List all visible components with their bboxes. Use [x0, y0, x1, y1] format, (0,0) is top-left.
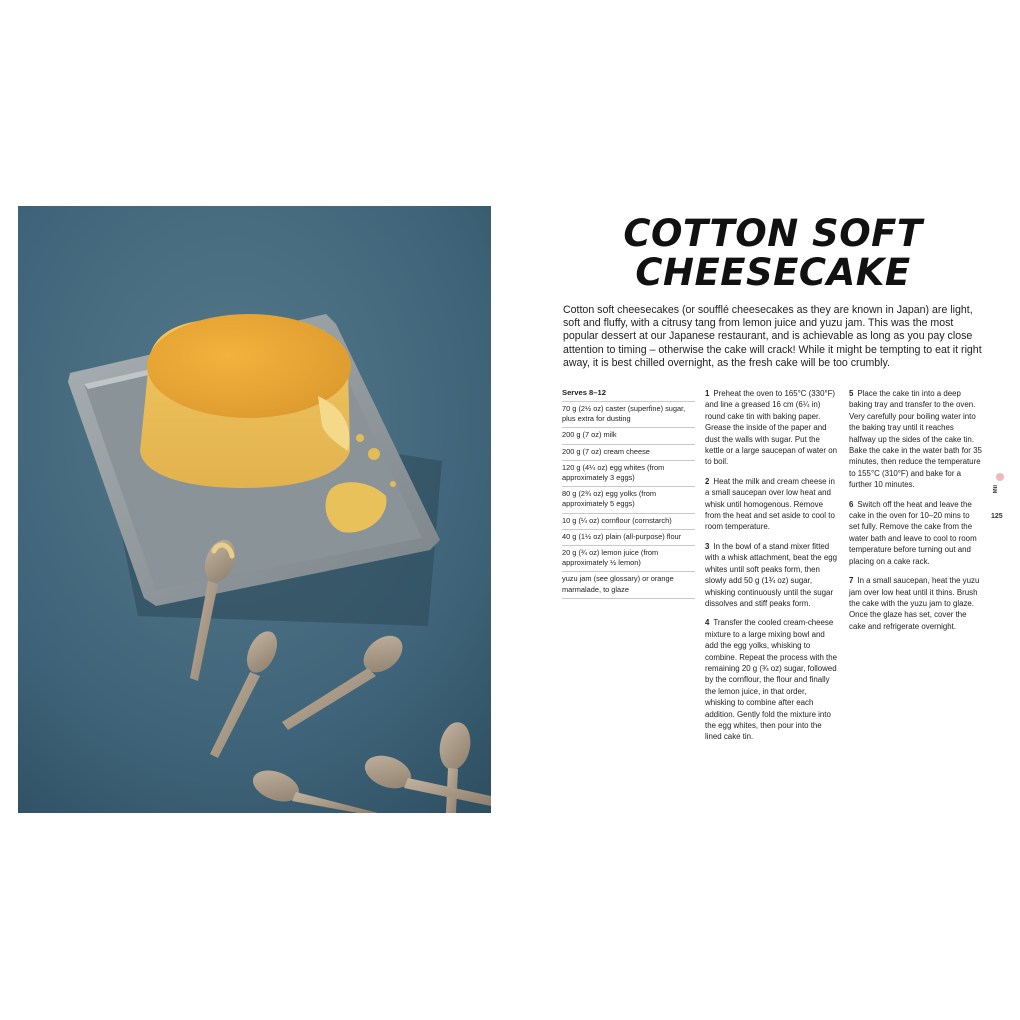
ingredient-item: 80 g (2¾ oz) egg yolks (from approximately 5 eggs) — [562, 487, 695, 513]
method-step — [849, 499, 982, 567]
recipe-title — [563, 214, 983, 292]
step-text: In a small saucepan, heat the yuzu jam over low heat until it thins. Brush the cake with the yuzu jam to glaze. Once the glaze has set, cover the cake and refrigerate overnight. — [849, 576, 980, 631]
step-text: Preheat the oven to 165°C (330°F) and line a greased 16 cm (6¼ in) round cake tin with baking paper. Grease the inside of the paper and dust the walls with sugar. Put the kettle or a large saucepan of water on to boil. — [705, 389, 838, 467]
method-step — [705, 476, 838, 533]
step-number: 2 — [705, 476, 710, 486]
method-step — [849, 575, 982, 632]
method-step — [705, 388, 838, 468]
method-step — [705, 541, 838, 609]
step-text: Switch off the heat and leave the cake in the oven for 10–20 mins to set fully. Remove the cake from the water bath and leave to cool to room temperature before turning out and placing on a cake rack. — [849, 499, 977, 566]
ingredients-list — [562, 388, 695, 599]
step-number: 3 — [705, 541, 710, 551]
ingredient-item: 70 g (2½ oz) caster (superfine) sugar, plus extra for dusting — [562, 402, 695, 428]
page-marker — [992, 473, 1008, 528]
ingredient-item: 10 g (¼ oz) cornflour (cornstarch) — [562, 514, 695, 530]
title-line: COTTON SOFT — [623, 212, 923, 255]
step-text: In the bowl of a stand mixer fitted with a whisk attachment, beat the egg whites until soft peaks form, then slowly add 50 g (1¾ oz) sugar, whisking continuously until the sugar dissolves and stiff peaks form. — [705, 541, 838, 608]
method-step — [849, 388, 982, 491]
page-number: 125 — [991, 513, 1003, 520]
method-column — [849, 388, 982, 640]
ingredient-item: 200 g (7 oz) cream cheese — [562, 445, 695, 461]
method-step — [705, 617, 838, 742]
method-column — [705, 388, 838, 751]
cheesecake-photo — [18, 206, 491, 813]
title-line: CHEESECAKE — [635, 251, 911, 294]
step-number: 7 — [849, 576, 854, 586]
step-number: 4 — [705, 618, 710, 628]
step-number: 1 — [705, 389, 710, 398]
recipe-intro: Cotton soft cheesecakes (or soufflé cheesecakes as they are known in Japan) are light, soft and fluffy, with a citrusy tang from lemon juice and yuzu jam. This was the most popular dessert at our Japanese restaurant, and is achievable as long as you pay close attention to timing – otherwise the cake will crack! While it might be tempting to eat it right away, it is best chilled overnight, as the fresh cake will be too crumbly. — [563, 304, 982, 369]
serves-label: Serves 8–12 — [562, 388, 695, 402]
step-text: Place the cake tin into a deep baking tray and transfer to the oven. Very carefully pour boiling water into the baking tray until it reaches halfway up the sides of the cake tin. Bake the cake in the water bath for 35 minutes, then reduce the temperature to 155°C (310°F) and bake for a further 10 minutes. — [849, 389, 982, 490]
ingredient-item: yuzu jam (see glossary) or orange marmalade, to glaze — [562, 572, 695, 598]
step-number: 5 — [849, 389, 854, 398]
page-section-label: Mil — [993, 485, 999, 494]
ingredient-item: 120 g (4¼ oz) egg whites (from approximately 3 eggs) — [562, 461, 695, 487]
step-text: Transfer the cooled cream-cheese mixture to a large mixing bowl and add the egg yolks, whisking to combine. Repeat the process with the remaining 20 g (¾ oz) sugar, followed by the cornflour, the flour and finally the lemon juice, in that order, whisking to combine after each addition. Gently fold the mixture into the egg whites, then pour into the lined cake tin. — [705, 618, 838, 742]
step-text: Heat the milk and cream cheese in a small saucepan over low heat and whisk until homogenous. Remove from the heat and set aside to cool to room temperature. — [705, 476, 835, 532]
section-dot — [996, 473, 1004, 481]
ingredient-item: 40 g (1½ oz) plain (all-purpose) flour — [562, 530, 695, 546]
ingredient-item: 20 g (¾ oz) lemon juice (from approximately ½ lemon) — [562, 546, 695, 572]
step-number: 6 — [849, 499, 854, 509]
ingredient-item: 200 g (7 oz) milk — [562, 428, 695, 444]
